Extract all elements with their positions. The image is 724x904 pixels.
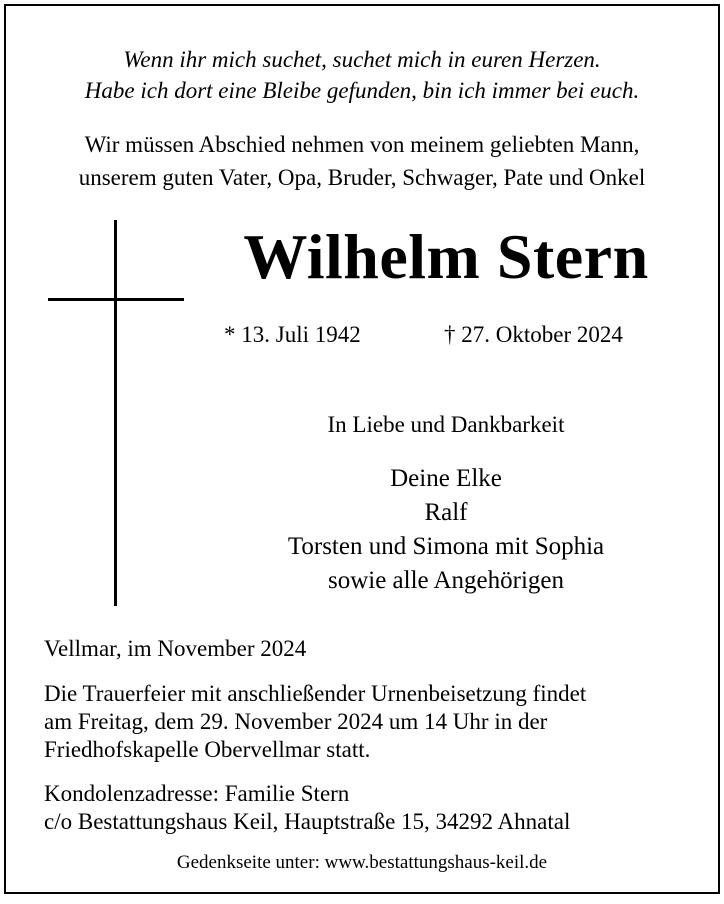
death-date: † 27. Oktober 2024 xyxy=(444,322,623,347)
condolence-address xyxy=(44,780,704,836)
dedication-text: In Liebe und Dankbarkeit xyxy=(327,412,565,437)
service-line: Die Trauerfeier mit anschließender Urnenbeisetzung findet xyxy=(44,681,587,706)
service-line: am Freitag, dem 29. November 2024 um 14 Uhr in der xyxy=(44,709,548,734)
intro-line: unserem guten Vater, Opa, Bruder, Schwager, Pate und Onkel xyxy=(78,165,646,190)
cross-vertical-bar xyxy=(114,220,117,606)
mourner-line: Torsten und Simona mit Sophia xyxy=(287,533,605,560)
intro-line: Wir müssen Abschied nehmen von meinem geliebten Mann, xyxy=(84,132,640,157)
motto-line: Habe ich dort eine Bleibe gefunden, bin ich immer bei euch. xyxy=(84,78,640,103)
cross-horizontal-bar xyxy=(48,298,184,301)
deceased-name: Wilhelm Stern xyxy=(243,221,649,292)
condolence-line: Kondolenzadresse: Familie Stern xyxy=(44,781,350,806)
mourner-line: sowie alle Angehörigen xyxy=(327,567,565,594)
condolence-line: c/o Bestattungshaus Keil, Hauptstraße 15, 34292 Ahnatal xyxy=(44,809,571,834)
service-line: Friedhofskapelle Obervellmar statt. xyxy=(44,737,371,762)
memorial-website: Gedenkseite unter: www.bestattungshaus-keil.de xyxy=(176,852,548,873)
cross-icon xyxy=(48,220,184,606)
mourners-list xyxy=(196,462,696,598)
obituary-notice xyxy=(4,4,720,894)
motto-line: Wenn ihr mich suchet, suchet mich in euren Herzen. xyxy=(123,47,601,72)
place-date: Vellmar, im November 2024 xyxy=(44,636,307,661)
service-info xyxy=(44,680,704,764)
mourner-line: Ralf xyxy=(424,499,468,526)
mourner-line: Deine Elke xyxy=(390,465,502,492)
motto-verse xyxy=(6,44,718,106)
intro-text xyxy=(6,128,718,194)
birth-date: * 13. Juli 1942 xyxy=(224,322,361,347)
